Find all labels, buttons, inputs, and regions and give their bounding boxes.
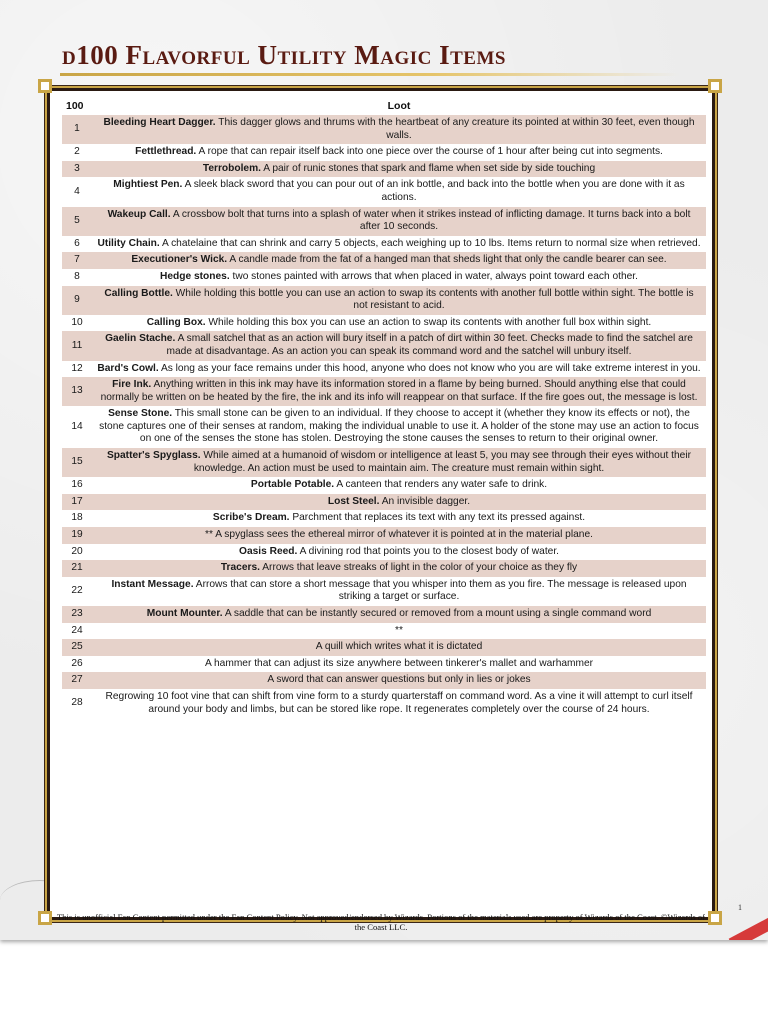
roll-number: 6	[74, 237, 80, 249]
item-text: A candle made from the fat of a hanged man that sheds light that only the candle bearer can see.	[227, 254, 667, 266]
loot-table	[62, 97, 706, 718]
loot-description	[92, 252, 706, 269]
item-text: A hammer that can adjust its size anywhere between tinkerer's mallet and warhammer	[204, 657, 594, 669]
item-name: Hedge stones.	[160, 270, 230, 282]
loot-description	[92, 377, 706, 406]
item-text: A chatelaine that can shrink and carry 5 objects, each weighing up to 10 lbs. Items return to normal size when retrieved.	[159, 237, 701, 249]
roll-number: 18	[71, 512, 83, 524]
roll-number: 10	[71, 316, 83, 328]
table-row	[62, 252, 706, 269]
page-number: 1	[738, 903, 742, 912]
loot-description	[92, 315, 706, 332]
table-row	[62, 560, 706, 577]
table-row	[62, 377, 706, 406]
roll-number: 15	[62, 448, 92, 477]
roll-number: 13	[62, 377, 92, 406]
loot-description	[92, 477, 706, 494]
item-name: Terrobolem.	[202, 162, 261, 174]
loot-description	[92, 161, 706, 178]
item-text: A sleek black sword that you can pour out of an ink bottle, and back into the bottle when you are done with it as actions.	[182, 179, 685, 203]
header-loot: Loot	[387, 100, 411, 112]
item-text: **	[395, 624, 403, 636]
loot-description	[92, 236, 706, 253]
loot-description	[92, 269, 706, 286]
item-text: A sword that can answer questions but only in lies or jokes	[267, 674, 531, 686]
table-row	[62, 623, 706, 640]
table-body	[62, 115, 706, 718]
item-text: Arrows that leave streaks of light in the color of your choice as they fly	[259, 562, 578, 574]
loot-description	[92, 639, 706, 656]
item-name: Scribe's Dream.	[212, 512, 290, 524]
roll-number: 22	[71, 585, 83, 597]
item-text: Anything written in this ink may have its information stored in a flame by being burned. Should anything else that could normally be written on be heated by the fire, the ink and its info will reappear on that surface. If the fire goes out, the message is lost.	[100, 379, 698, 403]
table-row	[62, 161, 706, 178]
item-name: Gaelin Stache.	[105, 333, 176, 345]
item-name: Bleeding Heart Dagger.	[103, 117, 216, 128]
loot-description	[92, 448, 706, 477]
table-header-row	[62, 97, 706, 115]
roll-number: 4	[74, 185, 80, 197]
table-row	[62, 315, 706, 332]
roll-number: 19	[62, 527, 92, 544]
title-underline	[60, 73, 680, 76]
loot-description	[92, 577, 706, 606]
frame-corner-ornament	[38, 79, 52, 93]
table-row	[62, 361, 706, 378]
loot-description	[92, 606, 706, 623]
item-name: Tracers.	[220, 562, 260, 574]
roll-number: 23	[62, 606, 92, 623]
item-text: As long as your face remains under this hood, anyone who does not know who you are will take extreme interest in you.	[158, 362, 701, 374]
item-text: An invisible dagger.	[379, 495, 471, 507]
loot-description	[92, 144, 706, 161]
table-row	[62, 207, 706, 236]
loot-description	[92, 656, 706, 673]
loot-description	[92, 177, 706, 206]
table-row	[62, 144, 706, 161]
roll-number: 14	[71, 420, 83, 432]
table-row	[62, 510, 706, 527]
roll-number: 3	[62, 161, 92, 178]
table-row	[62, 448, 706, 477]
item-text: Regrowing 10 foot vine that can shift from vine form to a sturdy quarterstaff on command word. As a vine it will attempt to curl itself around your body and limbs, but can be stored like rope. It regenerates completely over the course of 24 hours.	[105, 690, 693, 715]
item-name: Mount Mounter.	[146, 608, 223, 619]
roll-number: 17	[62, 494, 92, 511]
table-row	[62, 577, 706, 606]
item-name: Instant Message.	[111, 578, 194, 590]
item-text: A crossbow bolt that turns into a splash of water when it strikes instead of inflicting damage. It turns back into a bolt after 10 seconds.	[170, 208, 691, 233]
roll-number: 2	[74, 146, 80, 158]
item-name: Oasis Reed.	[239, 545, 298, 557]
loot-description	[92, 286, 706, 315]
item-text: While aimed at a humanoid of wisdom or intelligence at least 5, you may see through their eyes without their knowledge. An action must be used to maintain aim. The creature must remain within sight.	[193, 450, 691, 474]
table-row	[62, 177, 706, 206]
roll-number: 12	[71, 362, 83, 374]
header-roll: 100	[66, 100, 84, 112]
item-text: While holding this bottle you can use an action to swap its contents with another full bottle within sight. The bottle is not resistant to acid.	[172, 287, 694, 312]
roll-number: 28	[71, 697, 83, 709]
table-row	[62, 286, 706, 315]
item-text: This dagger glows and thrums with the heartbeat of any creature its pointed at within 30 feet, even though walls.	[215, 117, 695, 141]
table-row	[62, 477, 706, 494]
loot-description	[92, 331, 706, 360]
item-name: Wakeup Call.	[107, 208, 171, 220]
loot-description	[92, 689, 706, 718]
roll-number: 24	[71, 624, 83, 636]
item-text: A saddle that can be instantly secured or removed from a mount using a single command word	[222, 608, 652, 619]
roll-number: 16	[71, 479, 83, 491]
item-text: two stones painted with arrows that when placed in water, always point toward each other.	[229, 270, 638, 282]
item-name: Sense Stone.	[108, 408, 173, 420]
item-text: A rope that can repair itself back into one piece over the course of 1 hour after being cut into segments.	[196, 146, 663, 158]
table-row	[62, 331, 706, 360]
loot-description	[92, 510, 706, 527]
item-name: Fettlethread.	[135, 146, 197, 158]
item-text: Arrows that can store a short message that you whisper into them as you fire. The message is released upon striking a target or surface.	[193, 578, 687, 603]
item-text: This small stone can be given to an individual. If they choose to accept it (whether they know its effects or not), the stone captures one of their senses at random, making the individual unable to use it. A holder of the stone may use an action to focus on one of the senses the stone has stolen. Destroying the stone causes the senses to return to their original owner.	[99, 408, 699, 445]
item-name: Spatter's Spyglass.	[107, 450, 201, 462]
item-text: While holding this box you can use an action to swap its contents with another full box within sight.	[205, 316, 652, 328]
roll-number: 9	[62, 286, 92, 315]
roll-number: 8	[74, 270, 80, 282]
roll-number: 11	[62, 331, 92, 360]
loot-description	[92, 406, 706, 448]
table-row	[62, 236, 706, 253]
item-text: A divining rod that points you to the closest body of water.	[297, 545, 559, 557]
roll-number: 26	[71, 657, 83, 669]
loot-description	[92, 672, 706, 689]
table-row	[62, 656, 706, 673]
table-row	[62, 494, 706, 511]
roll-number: 7	[62, 252, 92, 269]
frame-corner-ornament	[708, 911, 722, 925]
loot-description	[92, 623, 706, 640]
item-text: A canteen that renders any water safe to drink.	[334, 479, 548, 491]
table-row	[62, 639, 706, 656]
roll-number: 21	[62, 560, 92, 577]
item-text: A small satchel that as an action will bury itself in a patch of dirt within 30 feet. Checks made to find the satchel are made at disadvantage. As an action you can speak its command word and the satchel will unbury itself.	[166, 333, 693, 357]
table-row	[62, 527, 706, 544]
table-row	[62, 606, 706, 623]
loot-description	[92, 527, 706, 544]
roll-number: 1	[62, 115, 92, 144]
loot-description	[92, 115, 706, 144]
roll-number: 20	[71, 545, 83, 557]
table-row	[62, 672, 706, 689]
loot-description	[92, 560, 706, 577]
table-row	[62, 269, 706, 286]
item-name: Mightiest Pen.	[113, 179, 183, 191]
item-text: A pair of runic stones that spark and flame when set side by side touching	[261, 162, 596, 174]
table-row	[62, 689, 706, 718]
roll-number: 25	[62, 639, 92, 656]
item-text: Parchment that replaces its text with any text its pressed against.	[289, 512, 586, 524]
item-name: Fire Ink.	[112, 379, 152, 391]
frame-corner-ornament	[708, 79, 722, 93]
table-row	[62, 544, 706, 561]
decorative-stripe	[729, 911, 768, 940]
item-name: Portable Potable.	[250, 479, 335, 491]
item-name: Calling Box.	[146, 316, 206, 328]
loot-description	[92, 361, 706, 378]
roll-number: 5	[62, 207, 92, 236]
page-title: d100 Flavorful Utility Magic Items	[62, 40, 506, 70]
item-name: Executioner's Wick.	[131, 254, 228, 266]
table-row	[62, 406, 706, 448]
loot-description	[92, 544, 706, 561]
loot-description	[92, 494, 706, 511]
legal-footer: This is unofficial Fan Content permitted under the Fan Content Policy. Not approved/endorsed by Wizards. Portions of the materials used are property of Wizards of the Coast. ©Wizards of the Coast LLC.	[56, 912, 706, 932]
loot-description	[92, 207, 706, 236]
frame-corner-ornament	[38, 911, 52, 925]
roll-number: 27	[62, 672, 92, 689]
item-text: A quill which writes what it is dictated	[315, 641, 483, 653]
item-name: Utility Chain.	[97, 237, 160, 249]
item-name: Lost Steel.	[327, 495, 380, 507]
item-text: ** A spyglass sees the ethereal mirror of whatever it is pointed at in the material plane.	[205, 529, 593, 541]
table-row	[62, 115, 706, 144]
item-name: Bard's Cowl.	[97, 362, 159, 374]
item-name: Calling Bottle.	[104, 287, 173, 299]
